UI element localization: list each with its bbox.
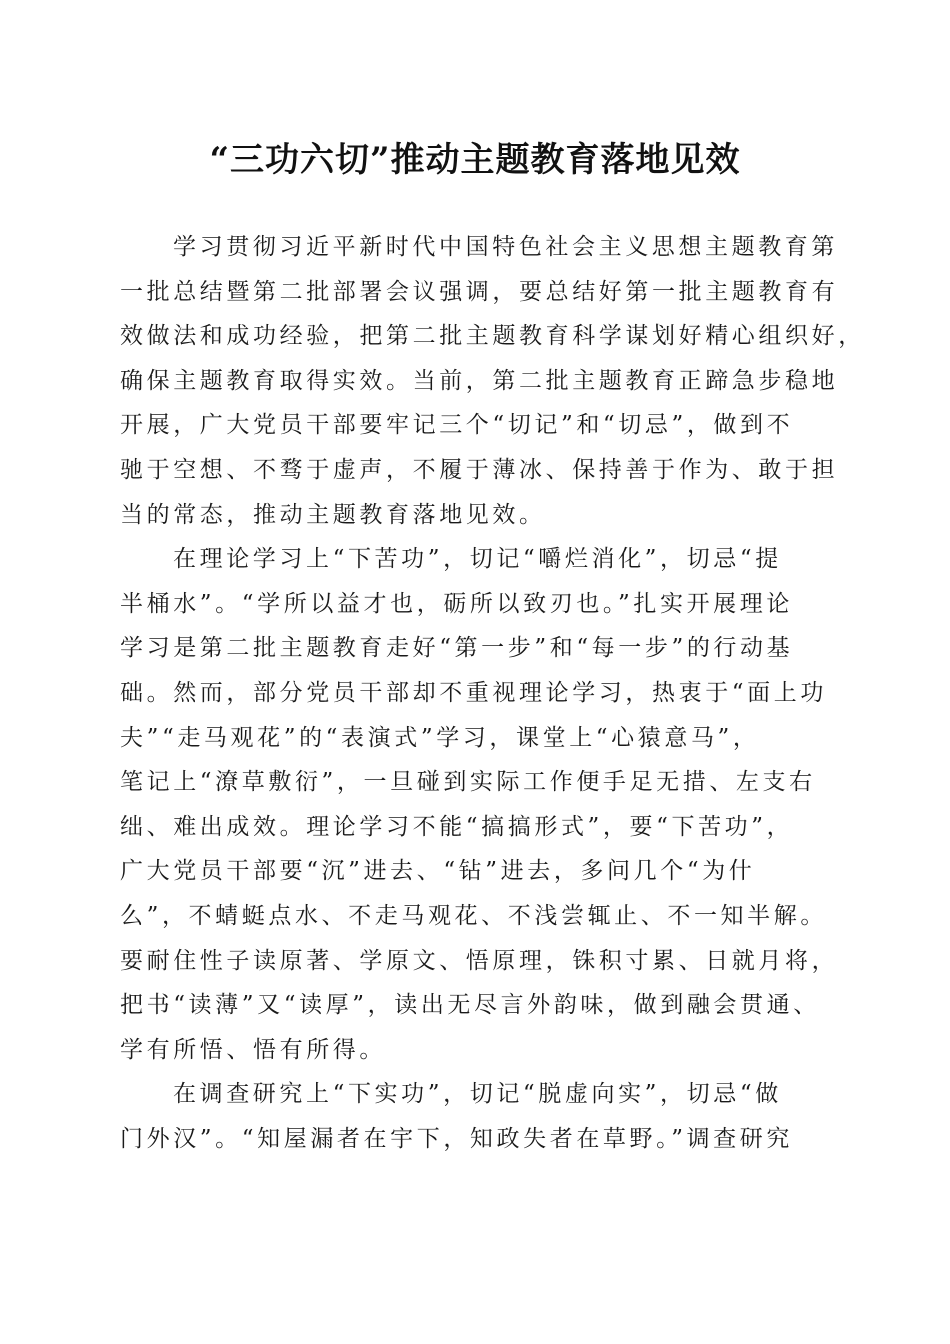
paragraph-2-line-6: 笔记上“潦草敷衍”，一旦碰到实际工作便手足无措、左支右 xyxy=(120,769,816,796)
paragraph-2-line-4: 础。然而，部分党员干部却不重视理论学习，热衷于“面上功 xyxy=(120,679,827,706)
paragraph-1-line-1: 学习贯彻习近平新时代中国特色社会主义思想主题教育第 xyxy=(173,234,838,260)
paragraph-1-line-6: 驰于空想、不骛于虚声，不履于薄冰、保持善于作为、敢于担 xyxy=(120,456,839,483)
paragraph-2-line-5: 夫”“走马观花”的“表演式”学习，课堂上“心猿意马”， xyxy=(120,724,760,751)
paragraph-1-line-7: 当的常态，推动主题教育落地见效。 xyxy=(120,501,546,528)
paragraph-1-line-2: 一批总结暨第二批部署会议强调，要总结好第一批主题教育有 xyxy=(120,278,839,305)
paragraph-2-line-8: 广大党员干部要“沉”进去、“钻”进去，多问几个“为什 xyxy=(120,858,756,885)
paragraph-2-line-3: 学习是第二批主题教育走好“第一步”和“每一步”的行动基 xyxy=(120,635,794,662)
paragraph-3-line-1: 在调查研究上“下实功”，切记“脱虚向实”，切忌“做 xyxy=(173,1081,782,1108)
paragraph-2-line-9: 么”，不蜻蜓点水、不走马观花、不浅尝辄止、不一知半解。 xyxy=(120,902,827,929)
paragraph-1-line-5: 开展，广大党员干部要牢记三个“切记”和“切忌”，做到不 xyxy=(120,412,794,439)
document-body xyxy=(120,225,865,1161)
paragraph-2-line-7: 绌、难出成效。理论学习不能“搞搞形式”，要“下苦功”， xyxy=(120,813,794,840)
paragraph-2-line-10: 要耐住性子读原著、学原文、悟原理，铢积寸累、日就月将， xyxy=(120,947,839,974)
paragraph-1-line-4: 确保主题教育取得实效。当前，第二批主题教育正蹄急步稳地 xyxy=(120,367,839,394)
paragraph-2-line-12: 学有所悟、悟有所得。 xyxy=(120,1036,386,1063)
paragraph-2-line-2: 半桶水”。“学所以益才也，砺所以致刃也。”扎实开展理论 xyxy=(120,590,793,617)
paragraph-2-line-11: 把书“读薄”又“读厚”，读出无尽言外韵味，做到融会贯通、 xyxy=(120,992,820,1019)
paragraph-3-line-2: 门外汉”。“知屋漏者在宇下，知政失者在草野。”调查研究 xyxy=(120,1125,793,1152)
document-title: “三功六切”推动主题教育落地见效 xyxy=(209,140,741,180)
paragraph-2-line-1: 在理论学习上“下苦功”，切记“嚼烂消化”，切忌“提 xyxy=(173,546,782,573)
paragraph-1-line-3: 效做法和成功经验，把第二批主题教育科学谋划好精心组织好， xyxy=(120,323,865,350)
